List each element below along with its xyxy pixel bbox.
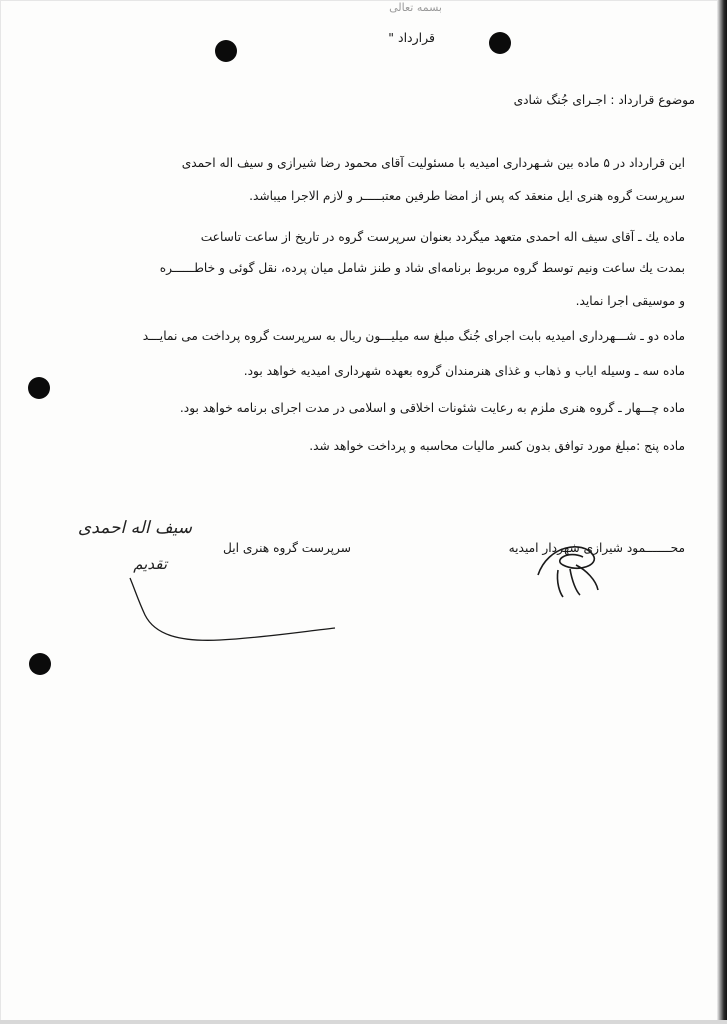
document-title: قرارداد " <box>388 30 435 45</box>
article-1-line-3: و موسیقی اجرا نماید. <box>575 294 685 308</box>
article-4: ماده چـــهار ـ گروه هنری ملزم به رعایت شئونات اخلاقی و اسلامی در مدت اجرای برنامه خواهد بود. <box>179 401 685 415</box>
article-3: ماده سه ـ وسیله ایاب و ذهاب و غذای هنرمندان گروه بعهده شهرداری امیدیه خواهد بود. <box>243 364 685 378</box>
signature-left-stroke <box>120 570 340 650</box>
intro-line-1: این قرارداد در ۵ ماده بین شـهرداری امیدیه با مسئولیت آقای محمود رضا شیرازی و سیف اله احمدی <box>181 156 685 170</box>
punch-hole <box>29 653 51 675</box>
article-1-line-2: بمدت یك ساعت ونیم توسط گروه مربوط برنامه‌ای شاد و طنز شامل میان پرده، نقل گوئی و خاطــــــره <box>159 261 685 275</box>
scan-edge-right <box>717 0 727 1024</box>
article-5: ماده پنج :مبلغ مورد توافق بدون کسر مالیات محاسبه و پرداخت خواهد شد. <box>309 439 685 453</box>
scan-edge-bottom <box>0 1020 727 1024</box>
handwritten-extra: تقدیم <box>133 555 167 573</box>
intro-line-2: سرپرست گروه هنری ایل منعقد که پس از امضا طرفین معتبـــــر و لازم الاجرا میباشد. <box>249 189 685 203</box>
punch-hole <box>28 377 50 399</box>
signature-right <box>528 535 608 605</box>
header-faint: بسمه تعالی <box>389 1 442 14</box>
signatory-right: محـــــــمود شیرازی شهردار امیدیه <box>508 541 685 555</box>
article-1-line-1: ماده یك ـ آقای سیف اله احمدی متعهد میگردد بعنوان سرپرست گروه در تاریخ از ساعت تاساعت <box>200 230 685 244</box>
subject-line: موضوع قرارداد : اجـرای جُنگ شادی <box>513 93 695 107</box>
punch-hole <box>215 40 237 62</box>
punch-hole <box>489 32 511 54</box>
signatory-left: سرپرست گروه هنری ایل <box>222 541 351 555</box>
handwritten-name: سیف اله احمدی <box>77 518 192 538</box>
article-2: ماده دو ـ شـــهرداری امیدیه بابت اجرای جُنگ مبلغ سه میلیـــون ریال به سرپرست گروه پرداخت می نمایـــد <box>142 329 685 343</box>
